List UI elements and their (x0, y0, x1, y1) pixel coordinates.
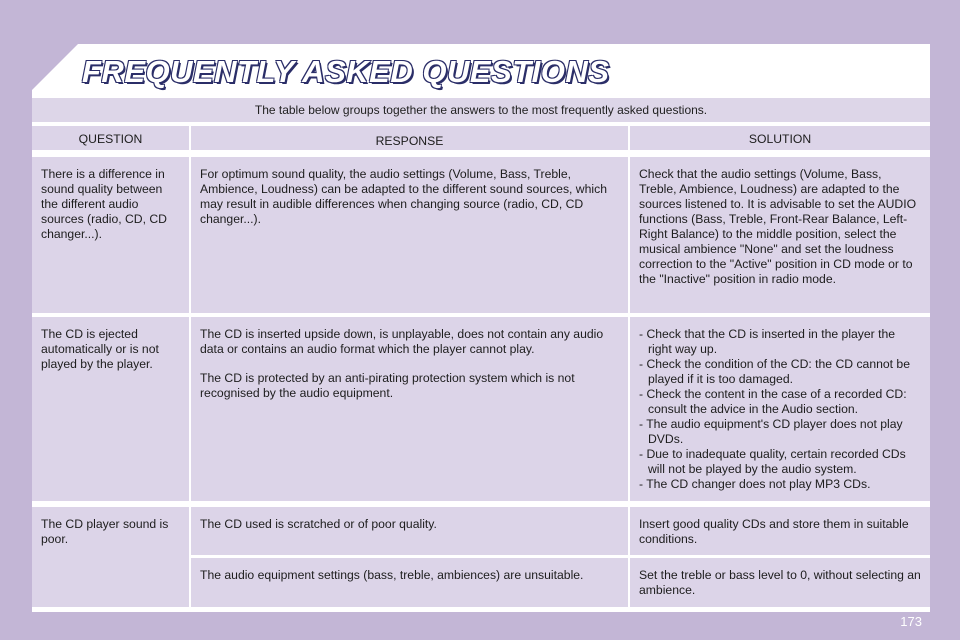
row-1-question-text: There is a difference in sound quality between the different audio sources (radio, CD, CD changer...). (41, 167, 167, 241)
header-question (32, 126, 189, 150)
intro-text: The table below groups together the answers to the most frequently asked questions. (32, 98, 930, 122)
row-3-solution-2 (630, 558, 930, 607)
header-response-label: RESPONSE (375, 134, 444, 148)
page-title: FREQUENTLY ASKED QUESTIONS (82, 54, 610, 89)
row-3-solution-1-text: Insert good quality CDs and store them in suitable conditions. (639, 517, 909, 546)
row-1-solution-text: Check that the audio settings (Volume, Bass, Treble, Ambience, Loudness) are adapted to the sources listened to. It is advisable to set the AUDIO functions (Bass, Treble, Front-Rear Balance, Left-Right Balance) to the middle position, select the musical ambience "None" and set the loudness correction to the "Active" position in CD mode or to the "Inactive" position in radio mode. (639, 167, 917, 286)
list-item: - Check the content in the case of a recorded CD: consult the advice in the Audio section. (639, 387, 922, 417)
row-3-solution-1 (630, 507, 930, 555)
list-item: - The CD changer does not play MP3 CDs. (639, 477, 922, 492)
row-1-solution (630, 157, 930, 313)
row-3-response-2 (191, 558, 628, 607)
row-3-question (32, 507, 189, 607)
row-3-solution-2-text: Set the treble or bass level to 0, without selecting an ambience. (639, 568, 921, 597)
list-item: - Due to inadequate quality, certain recorded CDs will not be played by the audio system. (639, 447, 922, 477)
list-item: - Check the condition of the CD: the CD cannot be played if it is too damaged. (639, 357, 922, 387)
row-1-response-text: For optimum sound quality, the audio settings (Volume, Bass, Treble, Ambience, Loudness) can be adapted to the different sound sources, which may result in audible differences when changing source (radio, CD, CD changer...). (200, 167, 607, 226)
row-3-response-1-text: The CD used is scratched or of poor quality. (200, 517, 437, 531)
row-2-question (32, 317, 189, 501)
list-item: - The audio equipment's CD player does not play DVDs. (639, 417, 922, 447)
row-3-question-text: The CD player sound is poor. (41, 517, 169, 546)
row-3-response-1 (191, 507, 628, 555)
header-question-label: QUESTION (78, 132, 143, 146)
header-response (191, 126, 628, 150)
row-1-response (191, 157, 628, 313)
row-3-response-2-text: The audio equipment settings (bass, treble, ambiences) are unsuitable. (200, 568, 584, 582)
row-2-question-text: The CD is ejected automatically or is not played by the player. (41, 327, 159, 371)
row-1-question (32, 157, 189, 313)
row-2-response-text-1: The CD is inserted upside down, is unplayable, does not contain any audio data or contains an audio format which the player cannot play. (200, 327, 604, 356)
row-2-response-text-2: The CD is protected by an anti-pirating protection system which is not recognised by the audio equipment. (200, 371, 575, 400)
page-number: 173 (900, 614, 922, 629)
row-2-solution (630, 317, 930, 501)
sheet-corner-cut (32, 44, 78, 90)
header-solution (630, 126, 930, 150)
list-item: - Check that the CD is inserted in the player the right way up. (639, 327, 922, 357)
header-solution-label: SOLUTION (748, 132, 812, 146)
row-2-solution-list (639, 327, 922, 492)
row-2-response (191, 317, 628, 501)
